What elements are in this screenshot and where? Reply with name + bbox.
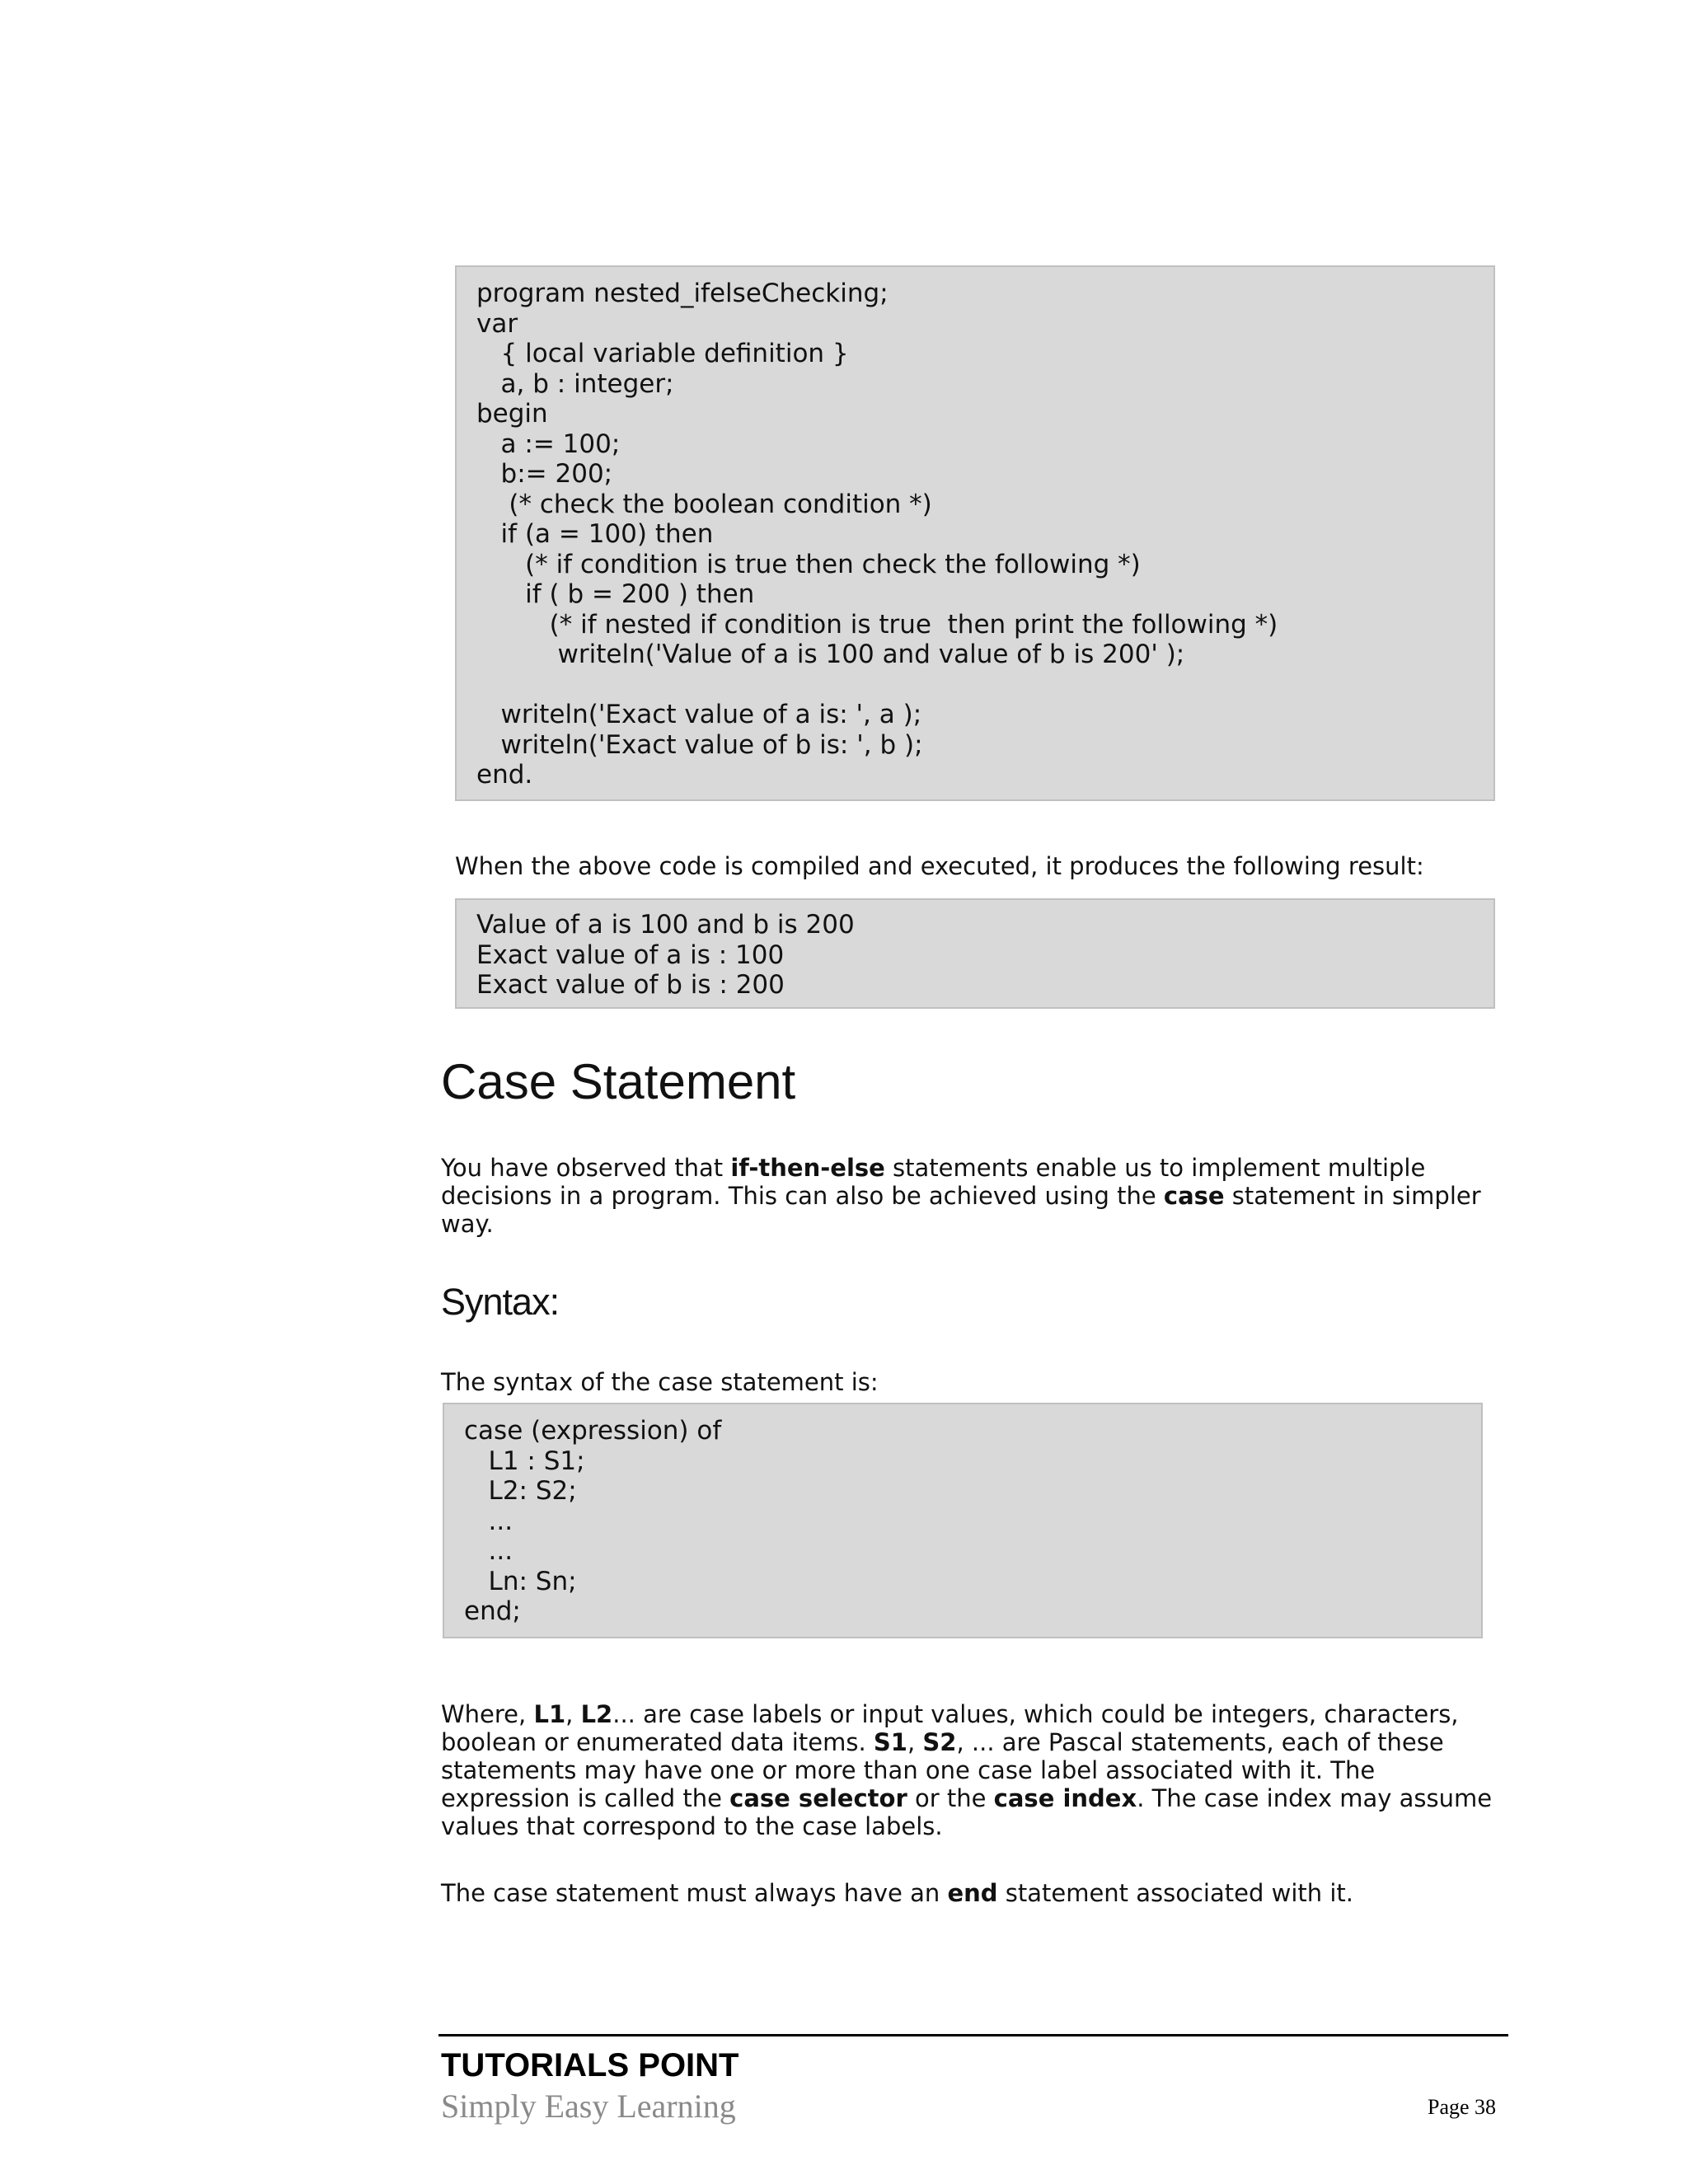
syntax-heading: Syntax: (441, 1281, 560, 1323)
keyword-case: case (1163, 1182, 1225, 1210)
output-line: Exact value of a is : 100 (476, 940, 785, 970)
code-line: Ln: Sn; (464, 1566, 577, 1596)
keyword-s2: S2 (922, 1728, 957, 1756)
output-line: Exact value of b is : 200 (476, 970, 785, 1000)
text-run: , (565, 1700, 581, 1728)
code-line: b:= 200; (476, 459, 613, 489)
code-line: writeln('Exact value of a is: ', a ); (476, 700, 922, 729)
text-run: The case statement must always have an (441, 1879, 948, 1907)
code-line: if ( b = 200 ) then (476, 579, 755, 609)
code-line: var (476, 308, 518, 339)
code-line: L2: S2; (464, 1476, 577, 1506)
code-line: if (a = 100) then (476, 519, 714, 549)
end-paragraph (441, 1879, 1504, 1907)
code-line: a, b : integer; (476, 368, 674, 399)
code-line: case (expression) of (464, 1416, 722, 1446)
keyword-case-selector: case selector (729, 1784, 907, 1812)
code-line: begin (476, 399, 548, 429)
code-block-nested-ifelse (455, 265, 1495, 801)
syntax-intro-text: The syntax of the case statement is: (441, 1368, 879, 1396)
code-line: writeln('Value of a is 100 and value of b is 200' ); (476, 640, 1185, 669)
where-paragraph (441, 1700, 1504, 1840)
code-line: ... (464, 1506, 513, 1536)
keyword-s1: S1 (873, 1728, 907, 1756)
text-run: You have observed that (441, 1154, 731, 1182)
code-line: program nested_ifelseChecking; (476, 279, 889, 308)
footer-divider (438, 2034, 1508, 2036)
code-block-case-syntax (443, 1403, 1483, 1638)
code-line: end; (464, 1596, 521, 1626)
code-line: (* if condition is true then check the following *) (476, 549, 1141, 579)
keyword-l2: L2 (580, 1700, 613, 1728)
code-line (476, 670, 1493, 701)
footer-brand: TUTORIALS POINT (441, 2047, 739, 2083)
code-line: writeln('Exact value of b is: ', b ); (476, 729, 923, 760)
keyword-case-index: case index (993, 1784, 1137, 1812)
keyword-if-then-else: if-then-else (730, 1154, 885, 1182)
code-line: ... (464, 1536, 513, 1566)
text-run: , ... are Pascal statements, each of these statements may have one or more than one case label associated with it. The expression is called the (441, 1728, 1444, 1812)
text-run: ... are case labels or input values, which could be integers, characters, boolean or enumerated data items. (441, 1700, 1459, 1756)
code-line: L1 : S1; (464, 1446, 585, 1476)
text-run: or the (907, 1784, 994, 1812)
result-intro-text: When the above code is compiled and executed, it produces the following result: (455, 852, 1424, 880)
text-run: . The case index may assume values that correspond to the case labels. (441, 1784, 1493, 1840)
code-line: a := 100; (476, 429, 621, 459)
text-run: statement in simpler way. (441, 1182, 1481, 1238)
text-run: statements enable us to implement multiple decisions in a program. This can also be achieved using the (441, 1154, 1426, 1210)
output-line: Value of a is 100 and b is 200 (476, 910, 855, 940)
keyword-l1: L1 (533, 1700, 566, 1728)
code-line: (* if nested if condition is true then print the following *) (476, 609, 1278, 640)
keyword-end: end (947, 1879, 998, 1907)
code-line: { local variable definition } (476, 339, 849, 368)
code-line: end. (476, 760, 533, 790)
code-line: (* check the boolean condition *) (476, 489, 932, 519)
page-number: Page 38 (1428, 2095, 1497, 2119)
footer-tagline: Simply Easy Learning (441, 2088, 736, 2125)
text-run: Where, (441, 1700, 534, 1728)
output-block (455, 898, 1495, 1009)
text-run: , (907, 1728, 923, 1756)
text-run: statement associated with it. (997, 1879, 1353, 1907)
section-heading: Case Statement (441, 1054, 796, 1109)
intro-paragraph (441, 1154, 1504, 1238)
